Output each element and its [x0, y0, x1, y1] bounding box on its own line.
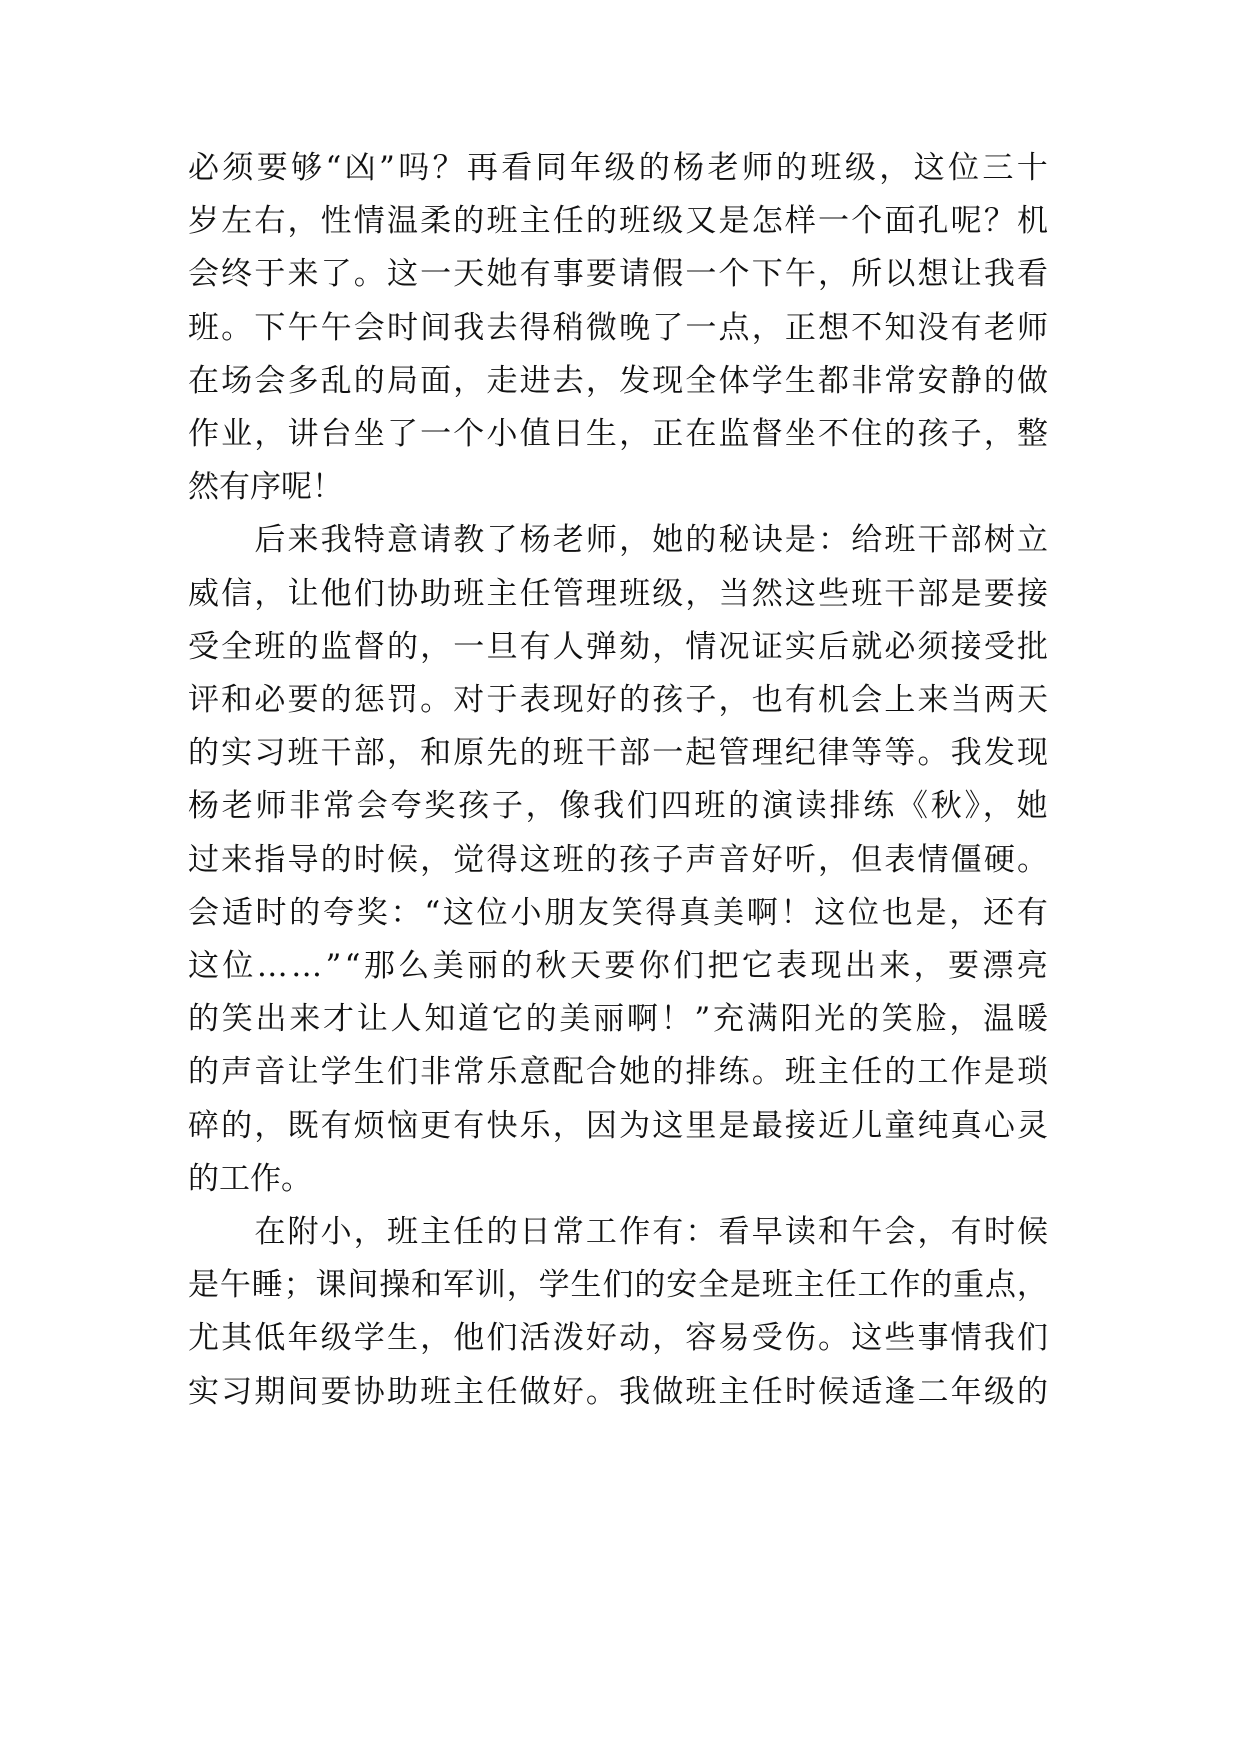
- text-line: 受全班的监督的，一旦有人弹劾，情况证实后就必须接受批: [188, 628, 1051, 665]
- text-line: 过来指导的时候，觉得这班的孩子声音好听，但表情僵硬。: [188, 841, 1051, 878]
- text-line: 后来我特意请教了杨老师，她的秘诀是：给班干部树立: [188, 522, 1051, 559]
- text-line: 的工作。: [188, 1160, 312, 1197]
- text-line: 会终于来了。这一天她有事要请假一个下午，所以想让我看: [188, 256, 1051, 293]
- text-line: 这位……”“那么美丽的秋天要你们把它表现出来，要漂亮: [188, 948, 1052, 984]
- text-line: 在场会多乱的局面，走进去，发现全体学生都非常安静的做: [188, 362, 1051, 399]
- text-line: 的声音让学生们非常乐意配合她的排练。班主任的工作是琐: [188, 1054, 1051, 1091]
- text-line: 杨老师非常会夸奖孩子，像我们四班的演读排练《秋》，她: [188, 788, 1051, 825]
- text-line: 会适时的夸奖：“这位小朋友笑得真美啊！这位也是，还有: [188, 894, 1051, 931]
- text-line: 评和必要的惩罚。对于表现好的孩子，也有机会上来当两天: [188, 682, 1051, 718]
- text-line: 必须要够“凶”吗？再看同年级的杨老师的班级，这位三十: [188, 150, 1052, 186]
- text-line: 作业，讲台坐了一个小值日生，正在监督坐不住的孩子，整: [188, 416, 1051, 452]
- text-line: 碎的，既有烦恼更有快乐，因为这里是最接近儿童纯真心灵: [188, 1107, 1051, 1144]
- text-line: 然有序呢！: [188, 469, 343, 506]
- text-line: 威信，让他们协助班主任管理班级，当然这些班干部是要接: [188, 575, 1051, 612]
- text-line: 的笑出来才让人知道它的美丽啊！”充满阳光的笑脸，温暖: [188, 1001, 1051, 1038]
- text-line: 实习期间要协助班主任做好。我做班主任时候适逢二年级的: [188, 1373, 1051, 1410]
- text-line: 是午睡；课间操和军训，学生们的安全是班主任工作的重点，: [188, 1267, 1049, 1304]
- text-line: 在附小，班主任的日常工作有：看早读和午会，有时候: [188, 1214, 1051, 1250]
- text-line: 的实习班干部，和原先的班干部一起管理纪律等等。我发现: [188, 735, 1051, 772]
- text-line: 班。下午午会时间我去得稍微晚了一点，正想不知没有老师: [188, 309, 1051, 346]
- text-line: 尤其低年级学生，他们活泼好动，容易受伤。这些事情我们: [188, 1320, 1051, 1357]
- text-line: 岁左右，性情温柔的班主任的班级又是怎样一个面孔呢？机: [188, 203, 1051, 240]
